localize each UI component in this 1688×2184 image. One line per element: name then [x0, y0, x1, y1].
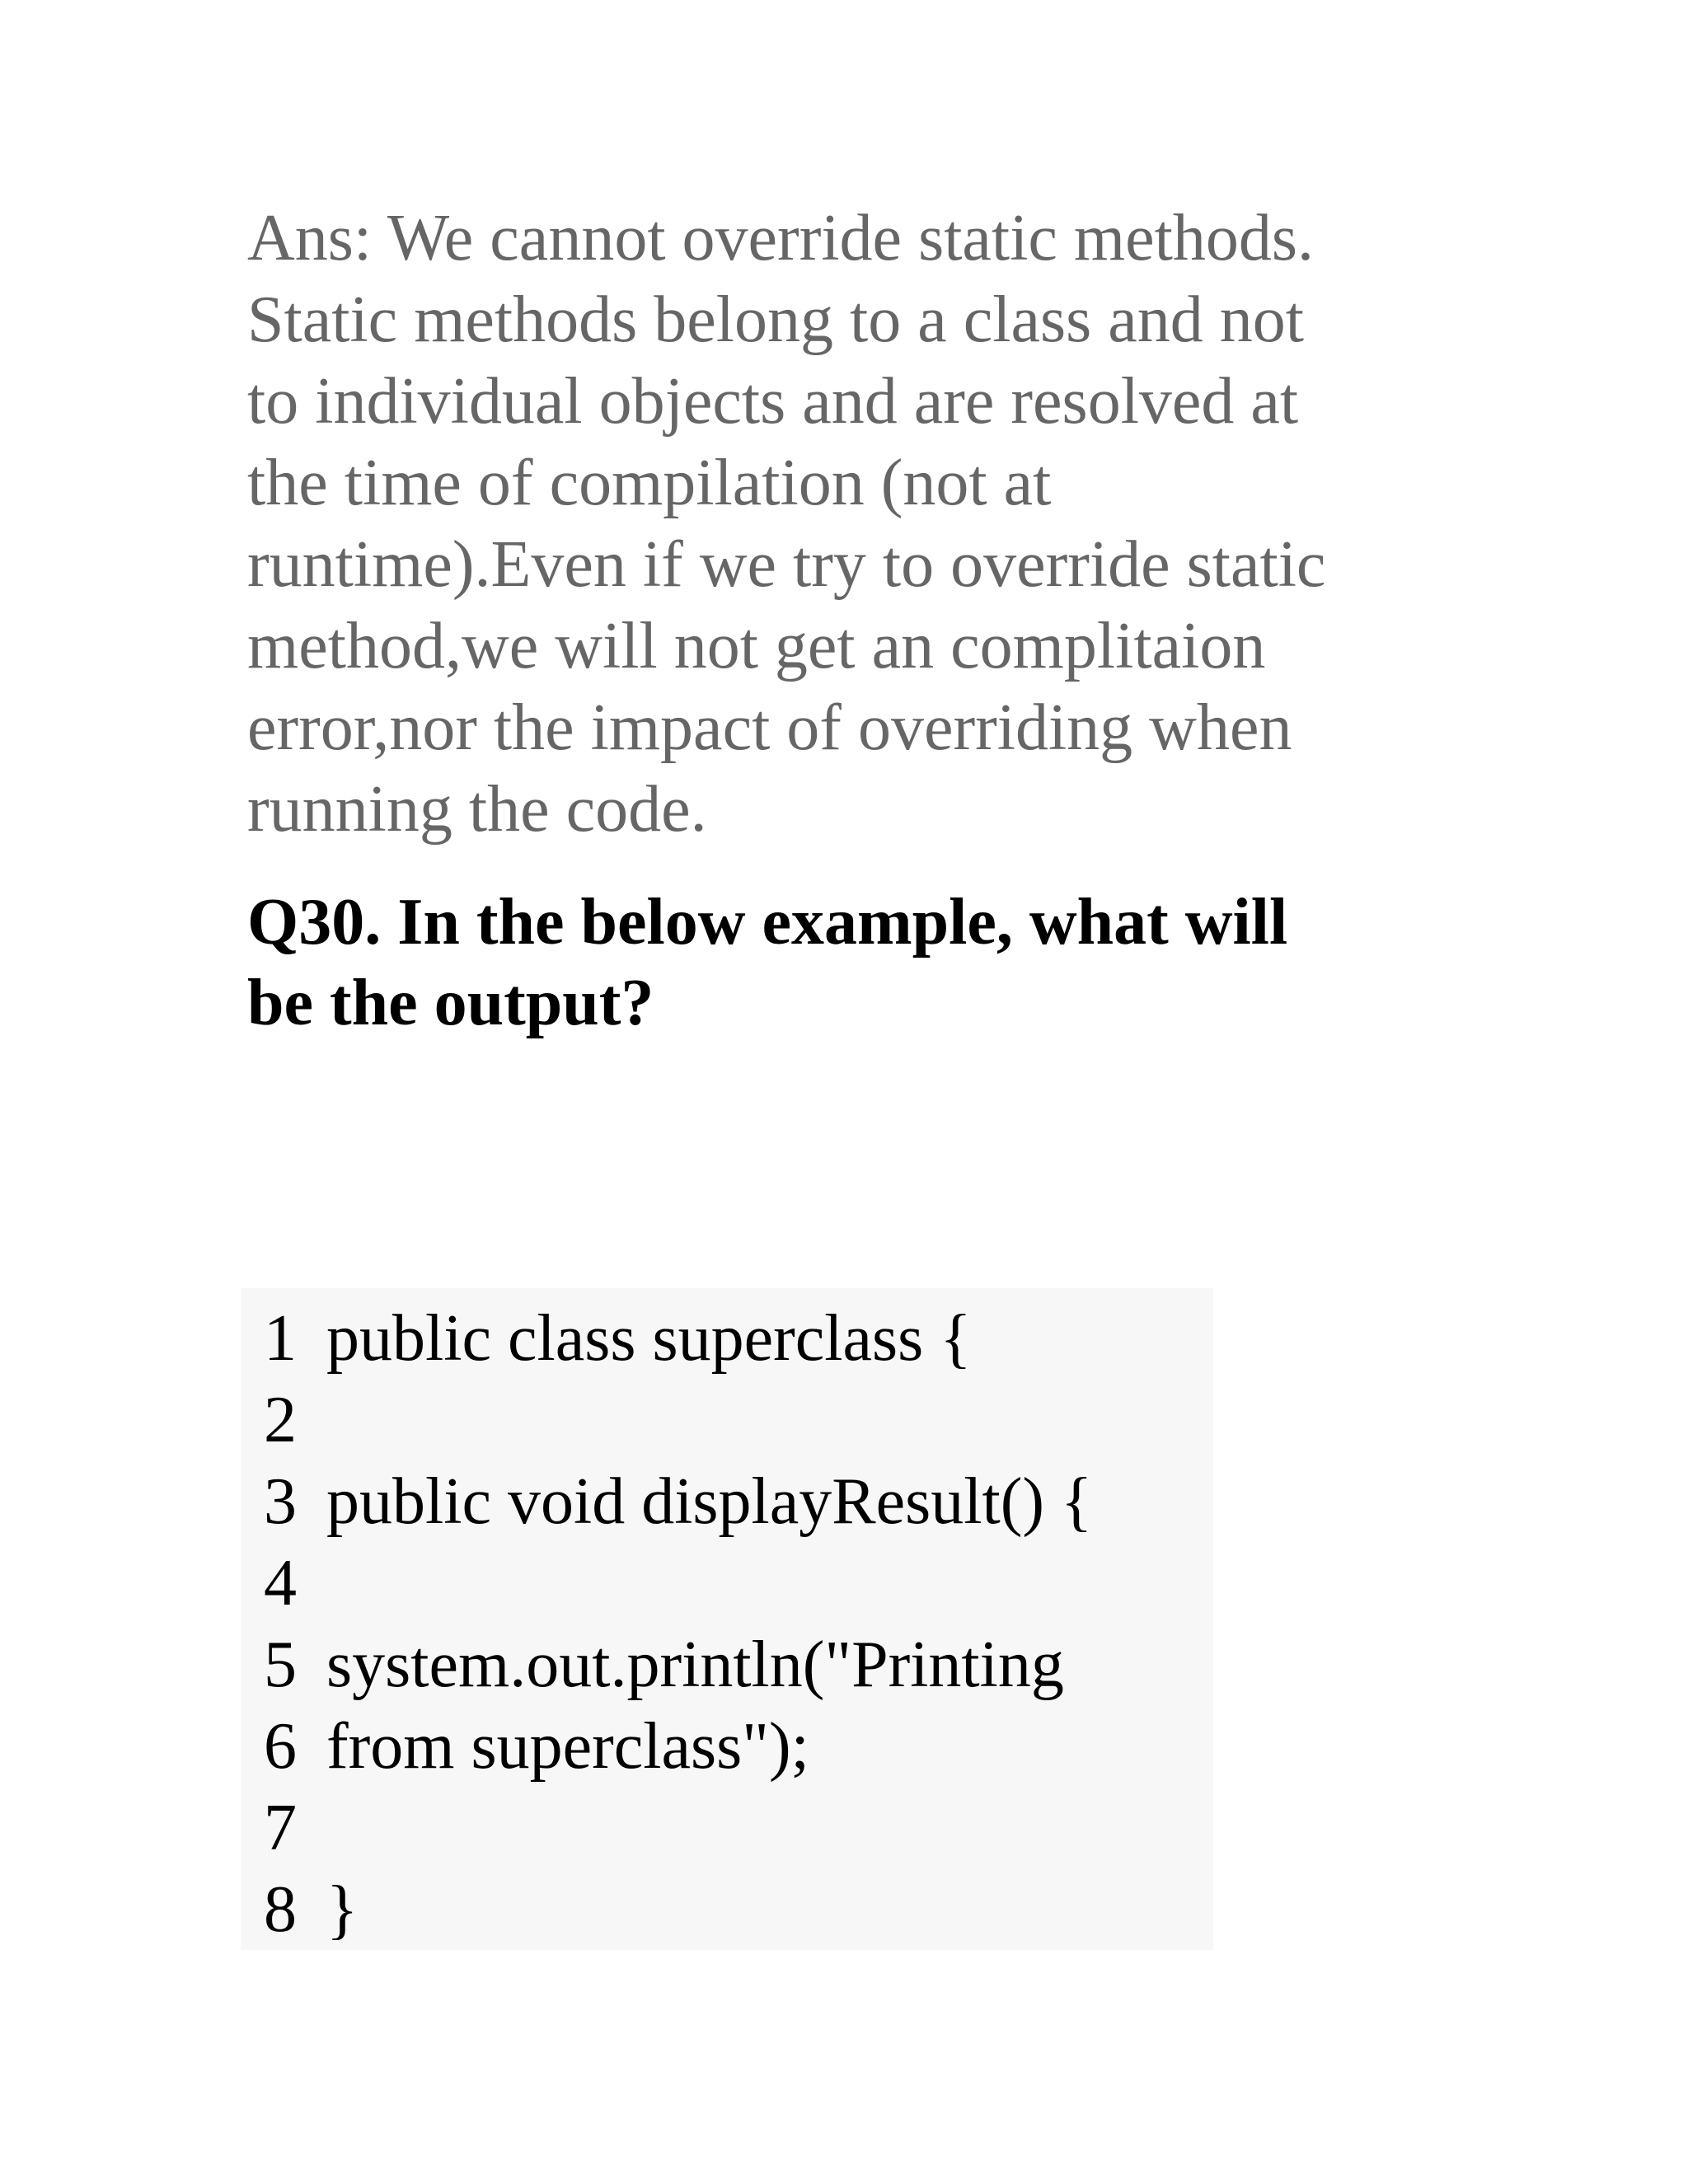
code-line [264, 1543, 1092, 1624]
line-code: public class superclass { [326, 1302, 972, 1375]
question-heading [247, 882, 1533, 1043]
question-line: be the output? [247, 967, 654, 1039]
code-line [264, 1380, 1092, 1461]
line-number: 2 [264, 1384, 297, 1456]
code-line [264, 1869, 1092, 1951]
code-line [264, 1788, 1092, 1869]
line-number: 1 [264, 1302, 297, 1375]
answer-line: runtime).Even if we try to override static [247, 528, 1326, 601]
line-code: system.out.println("Printing [326, 1629, 1064, 1701]
answer-line: the time of compilation (not at [247, 447, 1052, 519]
code-line [264, 1706, 1092, 1788]
line-number: 3 [264, 1465, 297, 1538]
answer-line: running the code. [247, 773, 707, 846]
answer-line: error,nor the impact of overriding when [247, 691, 1292, 764]
line-number: 4 [264, 1547, 297, 1619]
code-line [264, 1298, 1092, 1380]
line-number: 6 [264, 1710, 297, 1783]
answer-line: to individual objects and are resolved at [247, 365, 1299, 438]
line-code: } [326, 1873, 359, 1946]
code-block [241, 1288, 1213, 1950]
answer-line: Static methods belong to a class and not [247, 284, 1304, 356]
line-number: 7 [264, 1792, 297, 1864]
line-code: from superclass"); [326, 1710, 809, 1783]
question-line: Q30. In the below example, what will [247, 886, 1288, 958]
answer-line: method,we will not get an complitaion [247, 610, 1266, 682]
code-line [264, 1461, 1092, 1543]
answer-paragraph [247, 198, 1533, 851]
line-number: 8 [264, 1873, 297, 1946]
code-line [264, 1624, 1092, 1706]
answer-line: Ans: We cannot override static methods. [247, 202, 1314, 274]
code-lines [264, 1298, 1092, 1951]
line-number: 5 [264, 1629, 297, 1701]
line-code: public void displayResult() { [326, 1465, 1093, 1538]
